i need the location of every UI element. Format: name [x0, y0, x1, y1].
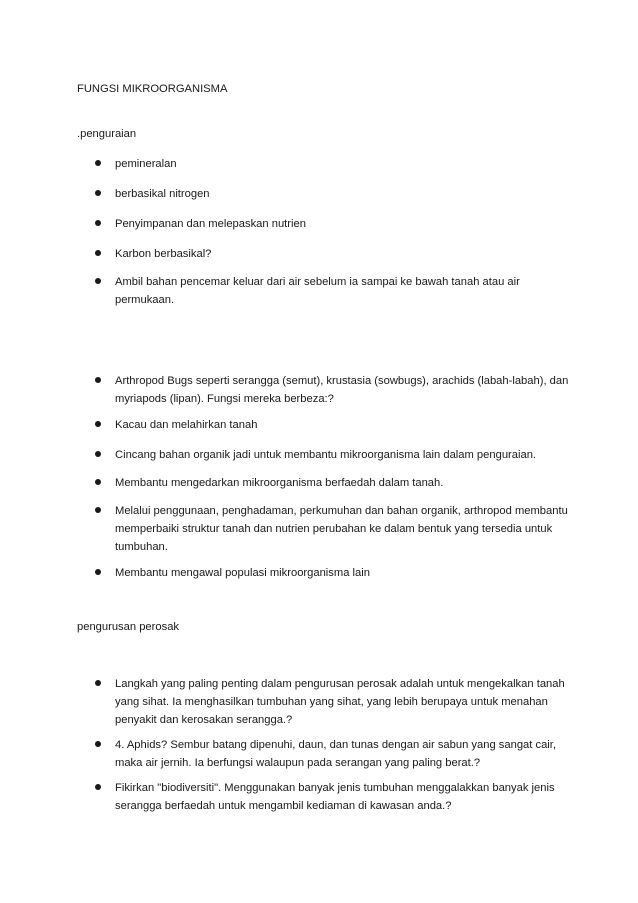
- bullet-icon: [95, 451, 101, 457]
- section-heading-pengurusan-perosak: pengurusan perosak: [77, 621, 180, 633]
- list-item-text: Cincang bahan organik jadi untuk membantu mikroorganisma lain dalam penguraian.: [115, 449, 537, 461]
- section-heading-penguraian: .penguraian: [77, 128, 137, 140]
- bullet-icon: [95, 507, 101, 513]
- list-item-text: 4. Aphids? Sembur batang dipenuhi, daun, dan tunas dengan air sabun yang sangat cair, maka air jernih. Ia berfungsi walaupun pada serangan yang paling berat.?: [115, 739, 556, 769]
- bullet-icon: [95, 569, 101, 575]
- bullet-icon: [95, 479, 101, 485]
- list-item-text: Karbon berbasikal?: [115, 248, 212, 260]
- list-item-text: Ambil bahan pencemar keluar dari air sebelum ia sampai ke bawah tanah atau air permukaan.: [115, 276, 520, 306]
- bullet-icon: [95, 278, 101, 284]
- list-item-text: Penyimpanan dan melepaskan nutrien: [115, 218, 306, 230]
- bullet-icon: [95, 377, 101, 383]
- list-item-text: berbasikal nitrogen: [115, 188, 210, 200]
- list-item-text: Melalui penggunaan, penghadaman, perkumuhan dan bahan organik, arthropod membantu memperbaiki struktur tanah dan nutrien perubahan ke dalam bentuk yang tersedia untuk tumbuhan.: [115, 505, 568, 553]
- bullet-icon: [95, 160, 101, 166]
- bullet-icon: [95, 220, 101, 226]
- document-title: FUNGSI MIKROORGANISMA: [77, 83, 228, 95]
- list-item-text: Fikirkan "biodiversiti". Menggunakan banyak jenis tumbuhan menggalakkan banyak jenis serangga berfaedah untuk mengambil kediaman di kawasan anda.?: [115, 782, 555, 812]
- bullet-icon: [95, 741, 101, 747]
- list-item-text: Langkah yang paling penting dalam pengurusan perosak adalah untuk mengekalkan tanah yang sihat. Ia menghasilkan tumbuhan yang sihat, yang lebih berupaya untuk menahan penyakit dan kerosakan serangga.?: [115, 678, 565, 726]
- list-item-text: Membantu mengedarkan mikroorganisma berfaedah dalam tanah.: [115, 477, 444, 489]
- list-item-text: Kacau dan melahirkan tanah: [115, 419, 258, 431]
- list-item-text: Membantu mengawal populasi mikroorganisma lain: [115, 567, 370, 579]
- list-item-text: Arthropod Bugs seperti serangga (semut), krustasia (sowbugs), arachids (labah-labah), dan myriapods (lipan). Fungsi mereka berbeza:?: [115, 375, 569, 405]
- bullet-icon: [95, 250, 101, 256]
- bullet-icon: [95, 421, 101, 427]
- bullet-icon: [95, 680, 101, 686]
- list-item-text: pemineralan: [115, 158, 177, 170]
- bullet-icon: [95, 784, 101, 790]
- bullet-icon: [95, 190, 101, 196]
